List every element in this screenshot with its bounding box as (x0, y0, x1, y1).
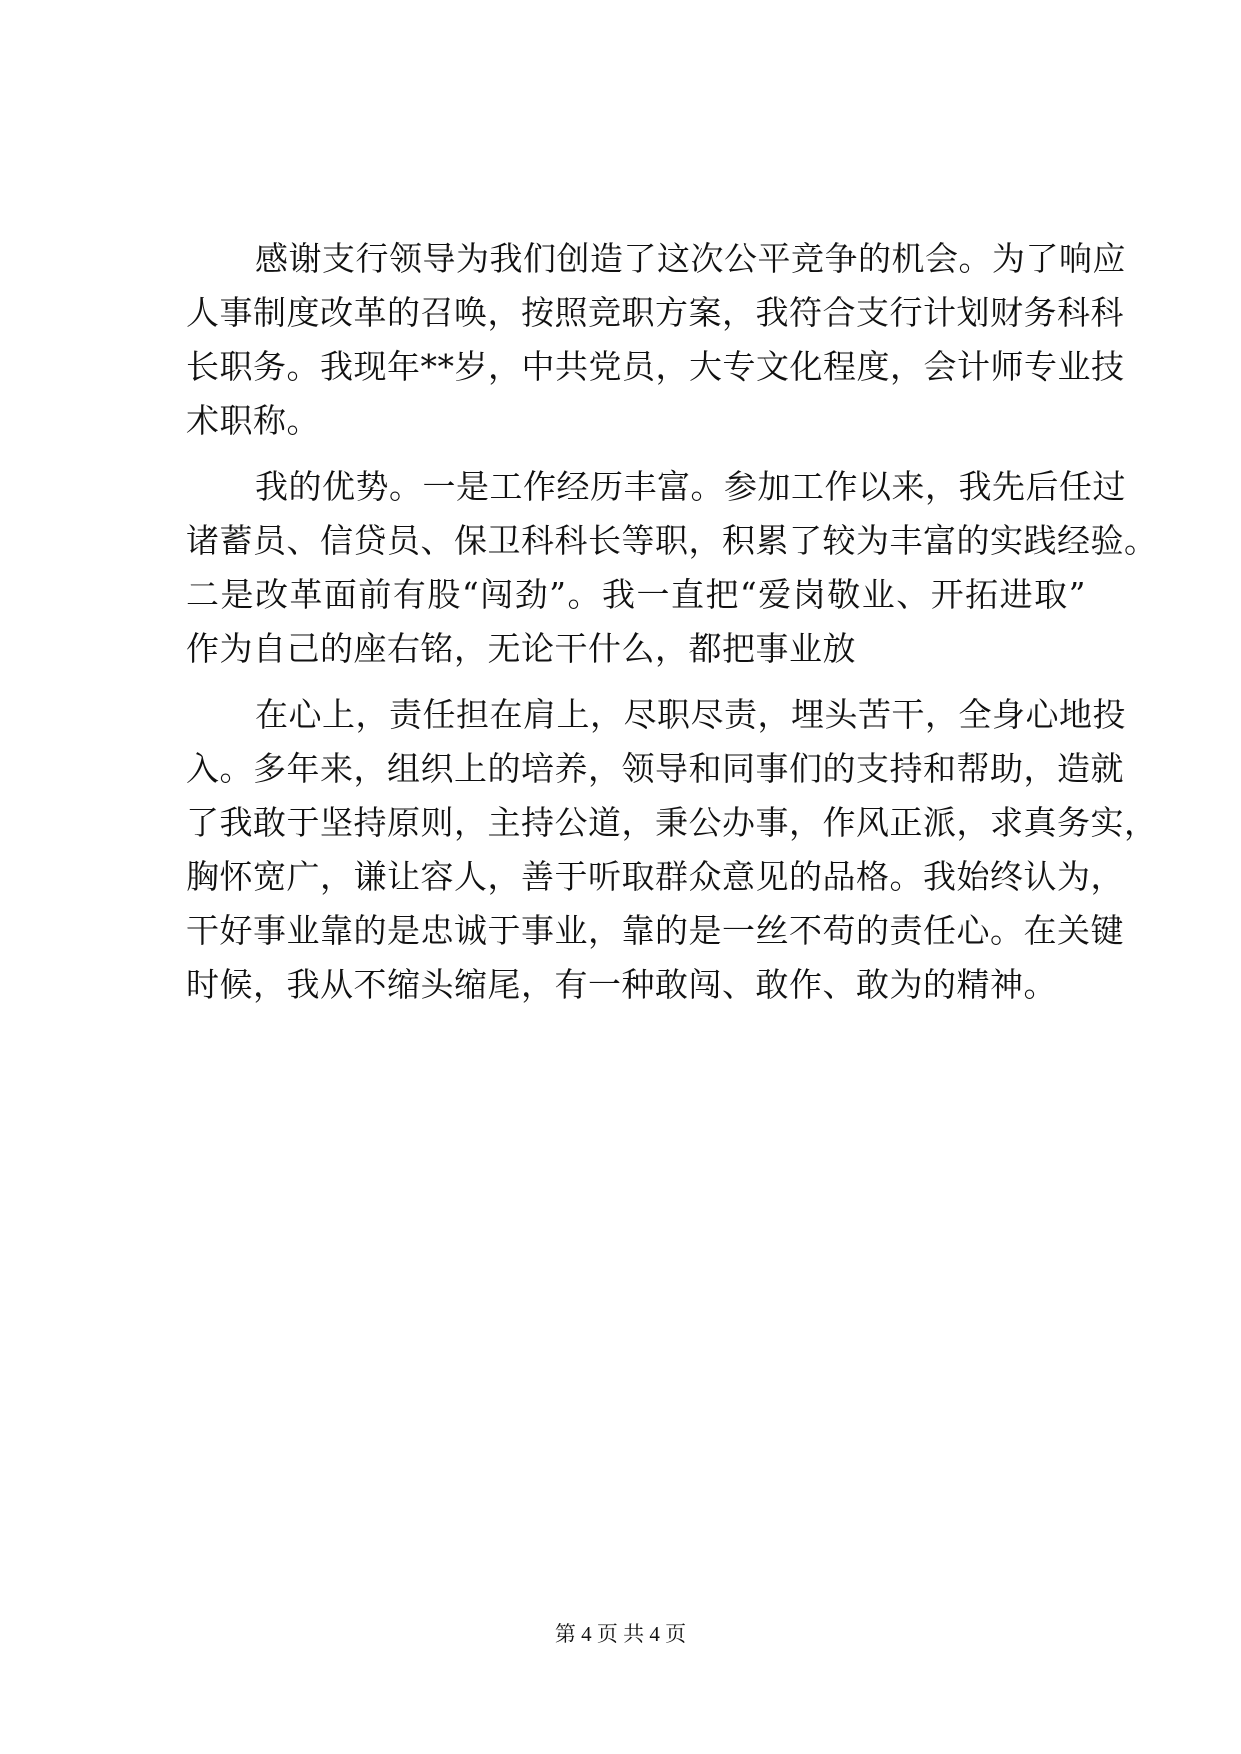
paragraph-line: 了我敢于坚持原则，主持公道，秉公办事，作风正派，求真务实， (186, 803, 1158, 842)
document-body (186, 232, 1158, 1012)
paragraph-line: 干好事业靠的是忠诚于事业，靠的是一丝不苟的责任心。在关键 (186, 911, 1124, 950)
paragraph-2 (186, 460, 1158, 676)
paragraph-3 (186, 688, 1158, 1012)
paragraph-line: 诸蓄员、信贷员、保卫科科长等职，积累了较为丰富的实践经验。 (186, 521, 1158, 560)
paragraph-1 (186, 232, 1126, 448)
paragraph-line: 二是改革面前有股“闯劲”。我一直把“爱岗敬业、开拓进取” (186, 575, 1086, 614)
page-number-footer: 第 4 页 共 4 页 (554, 1622, 687, 1646)
paragraph-line: 术职称。 (186, 401, 320, 440)
paragraph-line: 感谢支行领导为我们创造了这次公平竞争的机会。为了响应 (255, 239, 1126, 278)
paragraph-line: 人事制度改革的召唤，按照竞职方案，我符合支行计划财务科科 (186, 293, 1124, 332)
paragraph-line: 我的优势。一是工作经历丰富。参加工作以来，我先后任过 (255, 467, 1126, 506)
paragraph-line: 入。多年来，组织上的培养，领导和同事们的支持和帮助，造就 (186, 749, 1124, 788)
paragraph-line: 在心上，责任担在肩上，尽职尽责，埋头苦干，全身心地投 (255, 695, 1126, 734)
paragraph-line: 胸怀宽广，谦让容人，善于听取群众意见的品格。我始终认为， (186, 857, 1124, 896)
paragraph-line: 作为自己的座右铭，无论干什么，都把事业放 (186, 629, 856, 668)
paragraph-line: 时候，我从不缩头缩尾，有一种敢闯、敢作、敢为的精神。 (186, 965, 1057, 1004)
paragraph-line: 长职务。我现年**岁，中共党员，大专文化程度，会计师专业技 (186, 347, 1125, 386)
